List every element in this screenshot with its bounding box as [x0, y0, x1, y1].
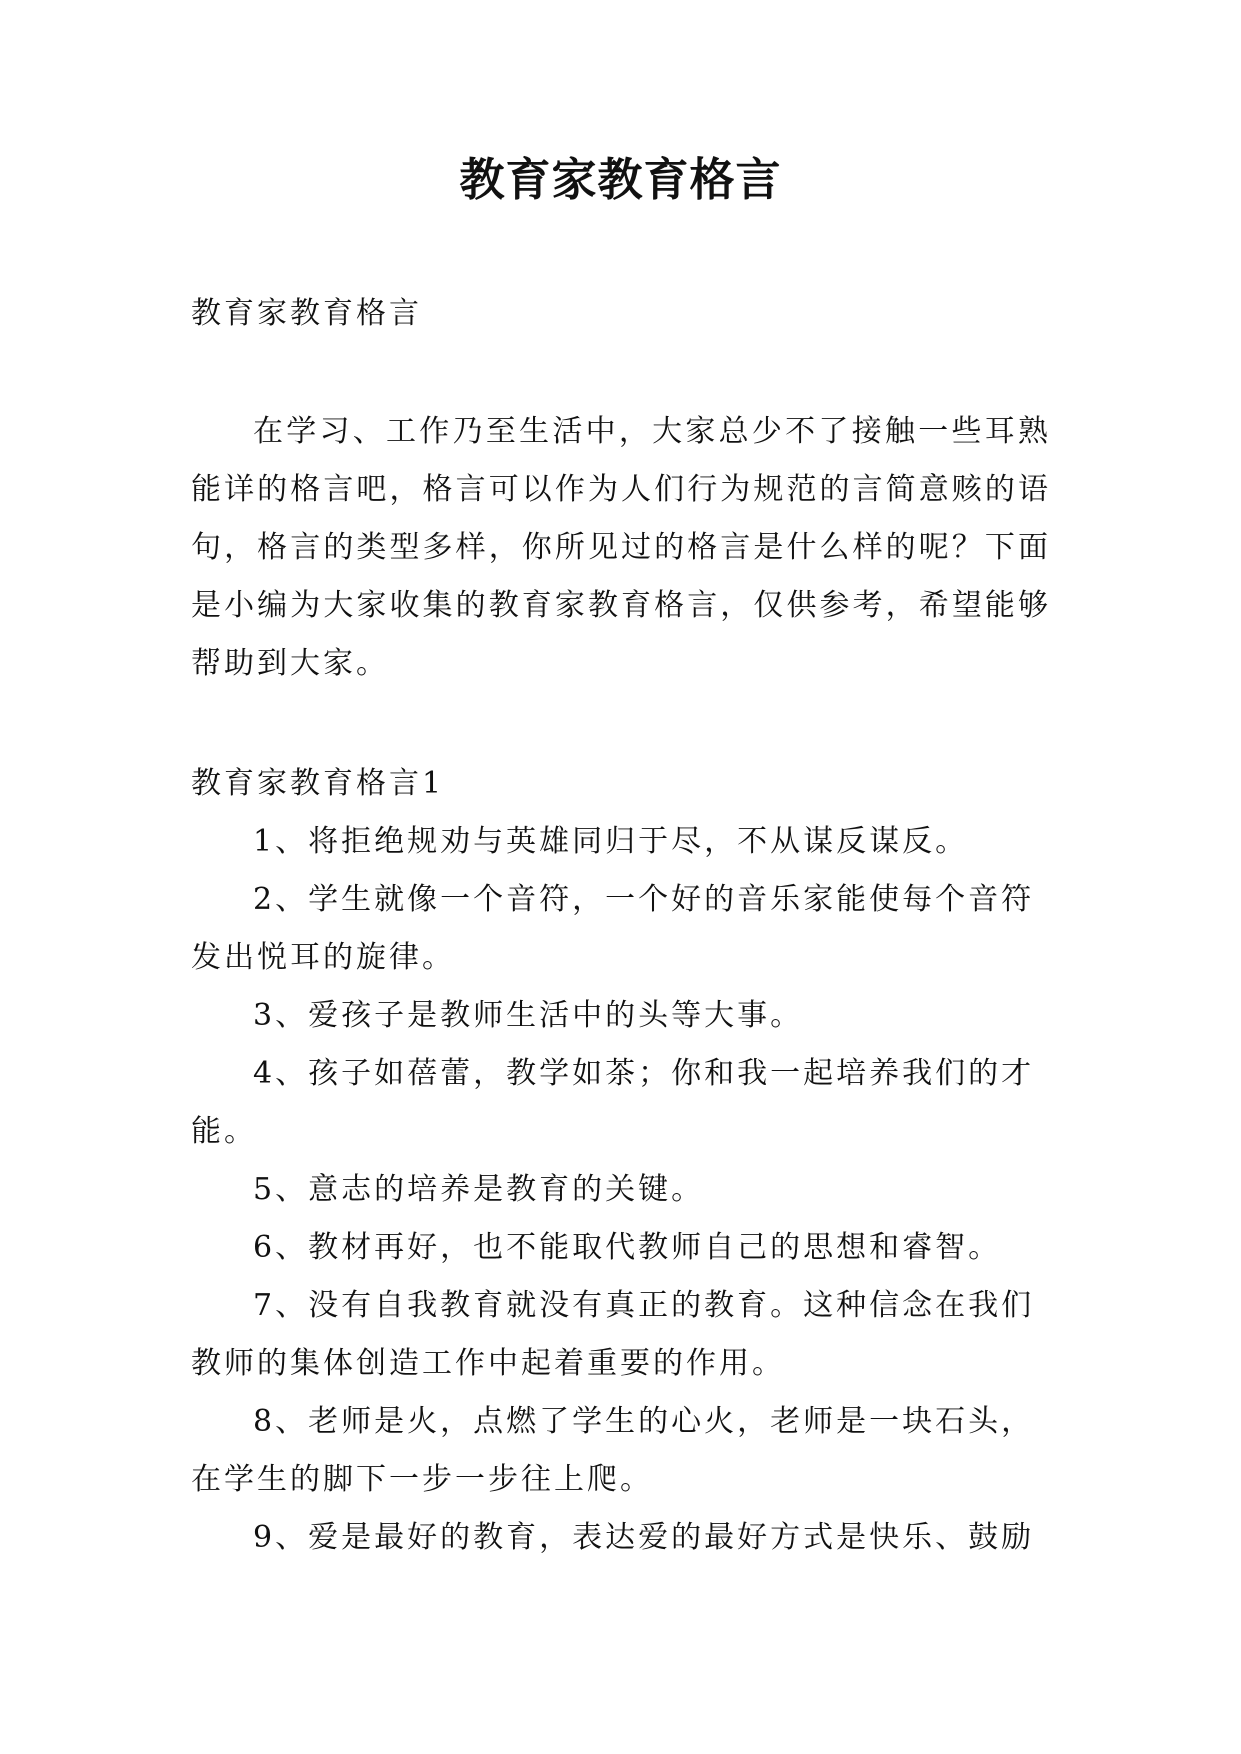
- list-item: 6、教材再好，也不能取代教师自己的思想和睿智。: [253, 1230, 1002, 1265]
- list-item: 3、爱孩子是教师生活中的头等大事。: [253, 998, 804, 1033]
- subtitle: 教育家教育格言: [191, 296, 422, 331]
- list-item: 4、孩子如蓓蕾，教学如茶；你和我一起培养我们的才能。: [191, 1056, 1035, 1149]
- list-item: 1、将拒绝规劝与英雄同归于尽，不从谋反谋反。: [253, 824, 969, 859]
- document-title: 教育家教育格言: [459, 153, 782, 206]
- list-item: 7、没有自我教育就没有真正的教育。这种信念在我们教师的集体创造工作中起着重要的作用。: [191, 1288, 1035, 1381]
- list-item: 9、爱是最好的教育，表达爱的最好方式是快乐、鼓励: [253, 1520, 1035, 1555]
- list-item: 5、意志的培养是教育的关键。: [253, 1172, 705, 1207]
- document-body: [191, 285, 1051, 1567]
- section-heading: 教育家教育格言1: [191, 766, 445, 801]
- intro-paragraph: 在学习、工作乃至生活中，大家总少不了接触一些耳熟能详的格言吧，格言可以作为人们行为规范的言简意赅的语句，格言的类型多样，你所见过的格言是什么样的呢？下面是小编为大家收集的教育家教育格言，仅供参考，希望能够帮助到大家。: [191, 414, 1051, 681]
- list-item: 2、学生就像一个音符，一个好的音乐家能使每个音符发出悦耳的旋律。: [191, 882, 1035, 975]
- list-item: 8、老师是火，点燃了学生的心火，老师是一块石头，在学生的脚下一步一步往上爬。: [191, 1404, 1035, 1497]
